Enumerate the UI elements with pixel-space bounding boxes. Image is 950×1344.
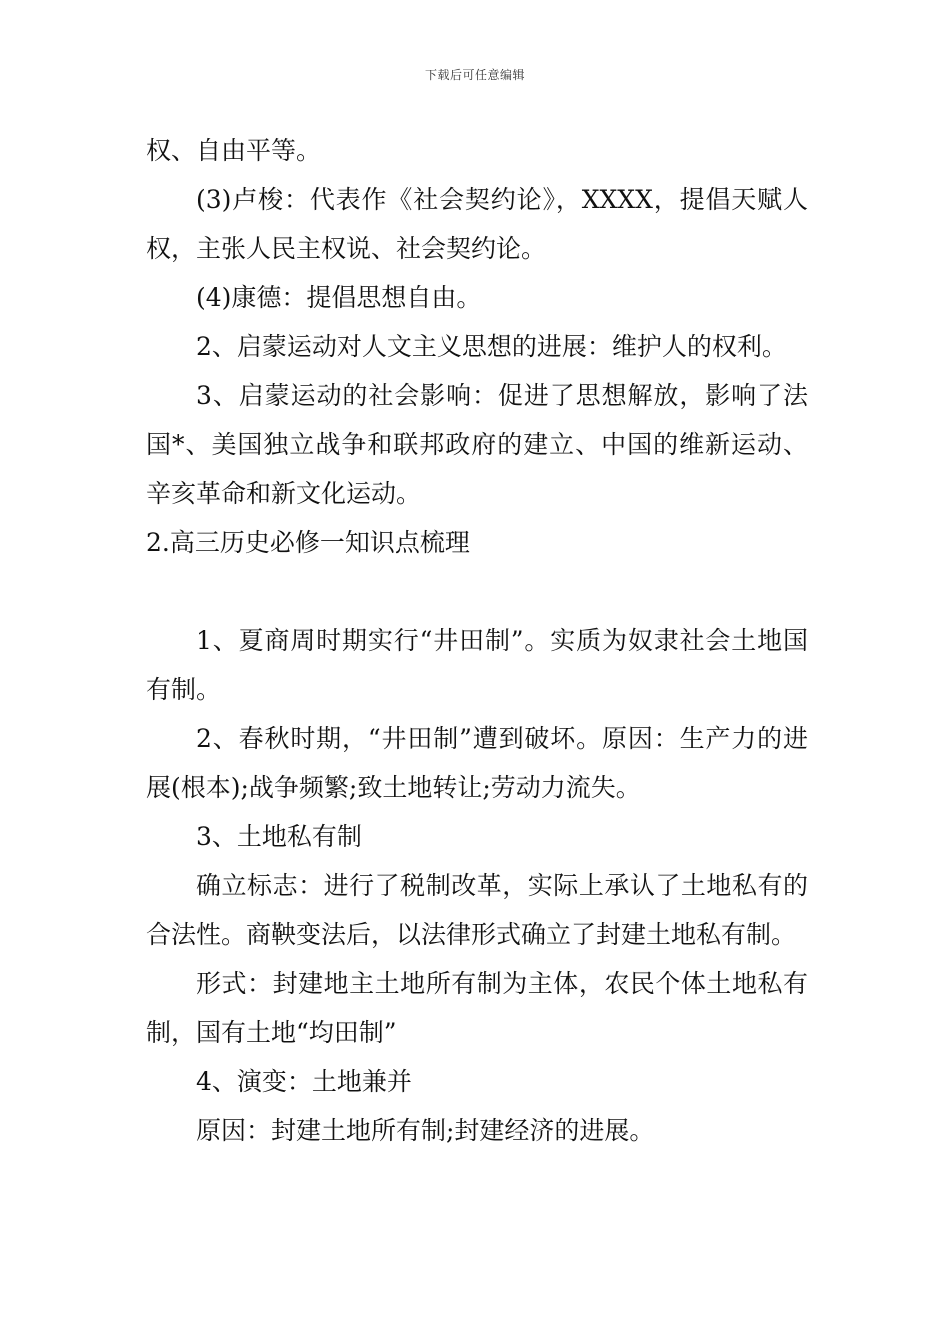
paragraph-reasons: 原因：封建土地所有制;封建经济的进展。 xyxy=(196,1116,655,1145)
paragraph-enlightenment-humanism: 2、启蒙运动对人文主义思想的进展：维护人的权利。 xyxy=(196,332,787,361)
paragraph-kant: (4)康德：提倡思想自由。 xyxy=(196,283,482,312)
document-body xyxy=(146,126,808,1155)
paragraph-continuation: 权、自由平等。 xyxy=(146,136,322,165)
paragraph-spring-autumn: 2、春秋时期，“井田制”遭到破坏。原因：生产力的进展(根本);战争频繁;致土地转让;劳动力流失。 xyxy=(146,724,808,802)
paragraph-private-land-heading: 3、土地私有制 xyxy=(196,822,362,851)
paragraph-evolution: 4、演变：土地兼并 xyxy=(196,1067,412,1096)
section-heading: 2.高三历史必修一知识点梳理 xyxy=(146,528,470,557)
paragraph-establishment-sign: 确立标志：进行了税制改革，实际上承认了土地私有的合法性。商鞅变法后，以法律形式确立了封建土地私有制。 xyxy=(146,871,808,949)
paragraph-rousseau: (3)卢梭：代表作《社会契约论》，XXXX，提倡天赋人权，主张人民主权说、社会契约论。 xyxy=(146,185,808,263)
paragraph-enlightenment-impact: 3、启蒙运动的社会影响：促进了思想解放，影响了法国*、美国独立战争和联邦政府的建立、中国的维新运动、辛亥革命和新文化运动。 xyxy=(146,381,808,508)
paragraph-forms: 形式：封建地主土地所有制为主体，农民个体土地私有制，国有土地“均田制” xyxy=(146,969,808,1047)
paragraph-well-field-system: 1、夏商周时期实行“井田制”。实质为奴隶社会土地国有制。 xyxy=(146,626,808,704)
blank-line xyxy=(146,567,808,616)
page-header: 下载后可任意编辑 xyxy=(424,68,525,82)
